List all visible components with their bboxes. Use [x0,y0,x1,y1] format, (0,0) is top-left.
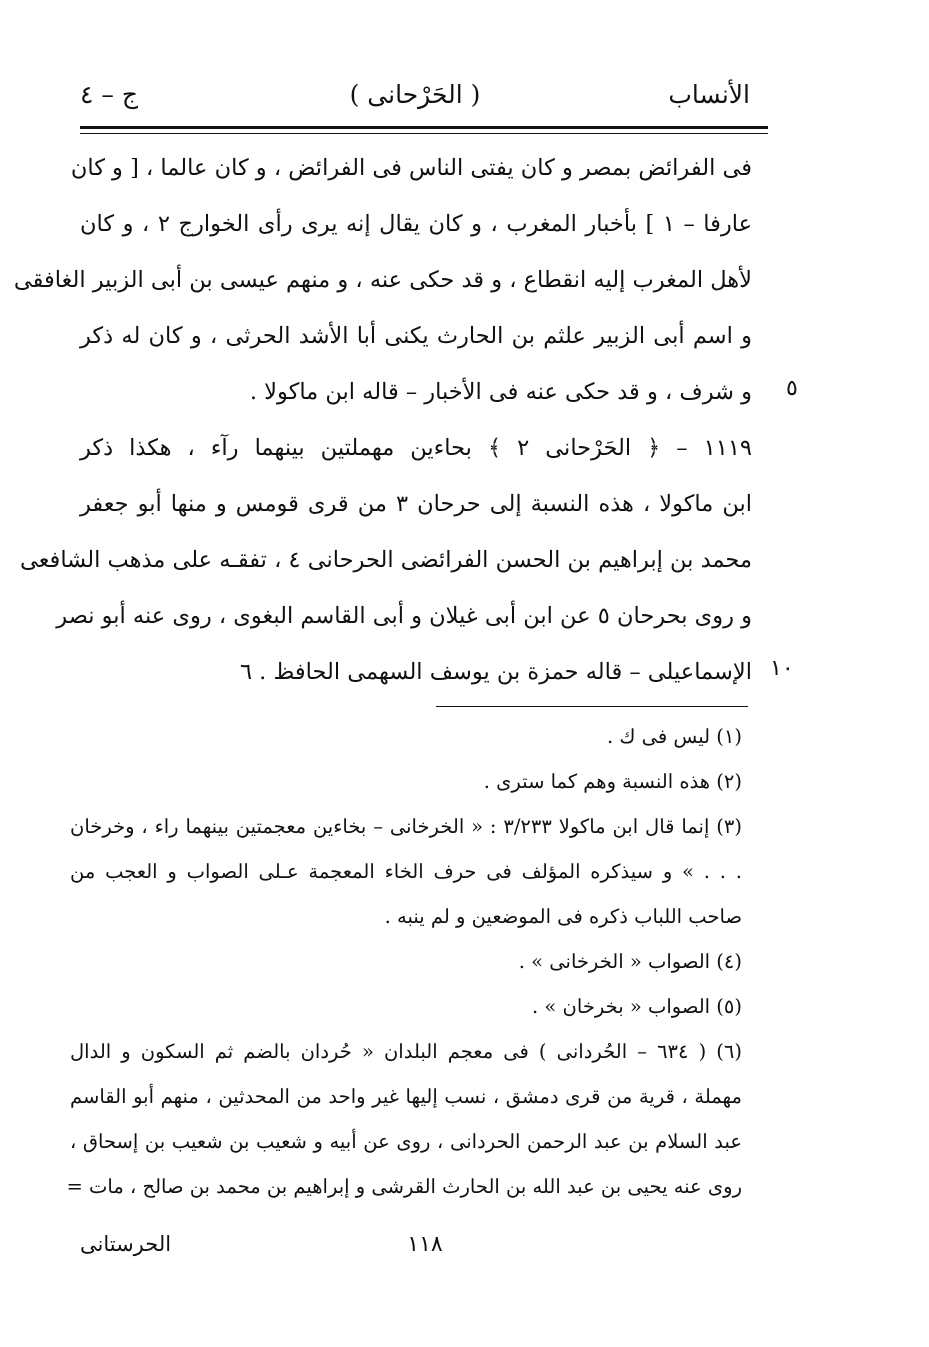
catchword: الحرستانى [80,1232,172,1256]
footnote-line: (٢) هذه النسبة وهم كما سترى . [483,770,742,793]
text-line: ابن ماكولا ، هذه النسبة إلى حرحان ٣ من قرى قومس و منها أبو جعفر [80,491,752,517]
text-line: و روى بحرحان ٥ عن ابن أبى غيلان و أبى القاسم البغوى ، روى عنه أبو نصر [56,603,752,629]
line-number-margin: ١٠ [770,656,794,681]
text-line: و شرف ، و قد حكى عنه فى الأخبار – قاله ابن ماكولا . [249,379,752,405]
footnote-line: صاحب اللباب ذكره فى الموضعين و لم ينبه . [384,905,742,928]
text-line: لأهل المغرب إليه انقطاع ، و قد حكى عنه ، و منهم عيسى بن أبى الزبير الغافقى [13,267,752,293]
text-line: و اسم أبى الزبير علثم بن الحارث يكنى أبا الأشد الحرثى ، و كان له ذكر [80,323,752,349]
text-line: محمد بن إبراهيم بن الحسن الفرائضى الحرحانى ٤ ، تفقـه على مذهب الشافعى [19,547,752,573]
footnote-line: (٣) إنما قال ابن ماكولا ٣/٢٣٣ : « الخرخانى – بخاءين معجمتين بينهما راء ، وخرخان [70,815,742,838]
page-number: ١١٨ [407,1232,443,1257]
section-title: ( الحَرْحانى ) [349,80,481,109]
header-rule-thick [80,126,768,129]
text-line: فى الفرائض بمصر و كان يفتى الناس فى الفرائض ، و كان عالما ، [ و كان [70,155,752,181]
footnote-line: . . . » و سيذكره المؤلف فى حرف الخاء المعجمة عـلى الصواب و العجب من [70,860,742,883]
footnote-line: (٥) الصواب « بخرخان » . [532,995,742,1018]
footnote-line: (١) ليس فى ك . [606,725,742,748]
footnote-separator [436,706,748,707]
line-number-margin: ٥ [786,376,798,401]
footnote-line: روى عنه يحيى بن عبد الله بن الحارث القرشى و إبراهيم بن محمد بن صالح ، مات = [66,1175,742,1198]
book-title: الأنساب [668,80,750,109]
text-line: الإسماعيلى – قاله حمزة بن يوسف السهمى الحافظ . ٦ [239,659,752,685]
footnote-line: (٦) ( ٦٣٤ – الحُردانى ) فى معجم البلدان « حُردان بالضم ثم السكون و الدال [70,1040,742,1063]
footnote-line: (٤) الصواب « الخرخانى » . [518,950,742,973]
running-header [80,80,750,120]
footnotes [66,714,742,1209]
page-footer [80,1232,770,1272]
header-rule-thin [80,133,768,134]
footnote-line: مهملة ، قرية من قرى دمشق ، نسب إليها غير واحد من المحدثين ، منهم أبو القاسم [70,1085,742,1108]
volume-label: ج – ٤ [80,80,138,109]
entry-heading-line: ١١١٩ – ﴿ الحَرْحانى ٢ ﴾ بحاءين مهملتين بينهما رآء ، هكذا ذكر [80,435,752,461]
main-text [13,140,753,700]
footnote-line: عبد السلام بن عبد الرحمن الحردانى ، روى عن أبيه و شعيب بن شعيب بن إسحاق ، [70,1130,742,1153]
text-line: عارفا – ١ ] بأخبار المغرب ، و كان يقال إنه يرى رأى الخوارج ٢ ، و كان [80,211,753,237]
